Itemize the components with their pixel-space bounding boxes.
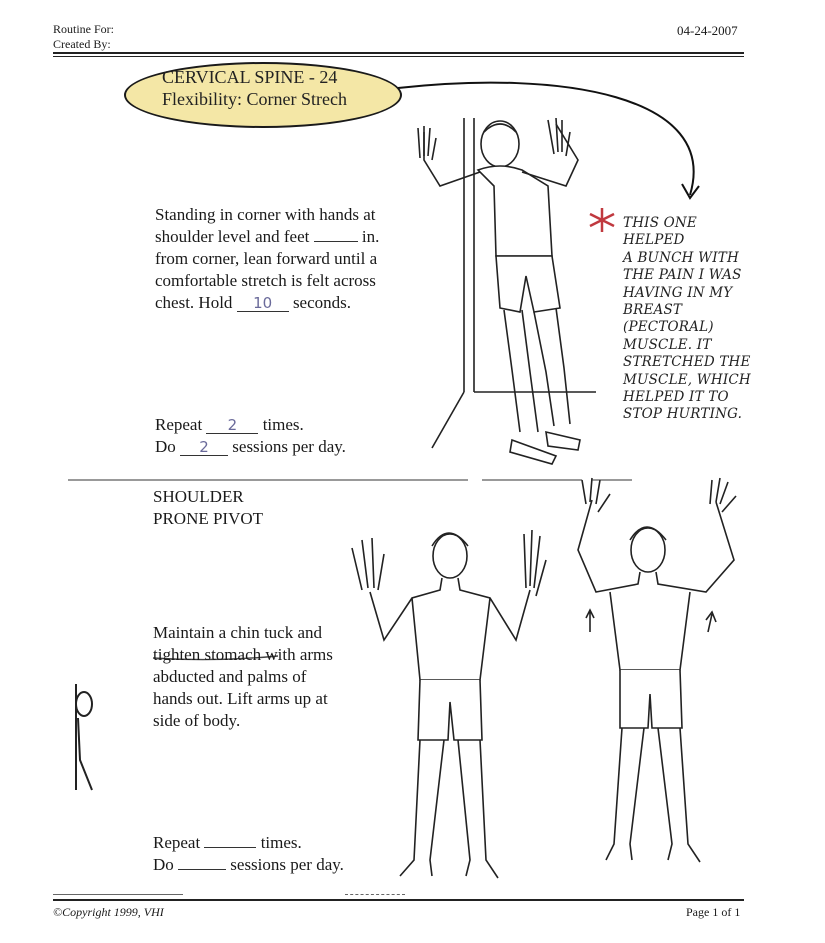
- copyright: ©Copyright 1999, VHI: [53, 905, 164, 919]
- exercise1-repeat: Repeat 2 times. Do 2 sessions per day.: [155, 415, 346, 456]
- handwritten-note: THIS ONE HELPED A BUNCH WITH THE PAIN I WAS HAVING IN MY BREAST (PECTORAL) MUSCLE. IT STRETCHED THE MUSCLE, WHICH HELPED IT TO STOP HURTING.: [623, 215, 751, 423]
- exercise1-description: [155, 204, 445, 314]
- footer-rule-short: [53, 894, 183, 895]
- exercise2-desc-line1: Maintain a chin tuck and: [153, 623, 323, 642]
- curved-arrow-icon: [398, 83, 694, 195]
- created-by-label: Created By:: [53, 37, 111, 51]
- exercise2-title-line1: SHOULDER: [153, 487, 244, 506]
- exercise1-desc-line1: Standing in corner with hands at: [155, 205, 376, 224]
- prone-pivot-figure-end: [578, 478, 736, 862]
- date: 04-24-2007: [677, 23, 738, 38]
- exercise1-desc-line4: comfortable stretch is felt across: [155, 271, 376, 290]
- exercise2-title-line2: PRONE PIVOT: [153, 509, 264, 528]
- feet-distance-blank: [314, 241, 358, 242]
- exercise2-description: [153, 622, 383, 732]
- exercise2-sessions-blank: [178, 869, 226, 870]
- hold-seconds-value: 10: [237, 295, 289, 312]
- exercise2-repeat: Repeat times. Do sessions per day.: [153, 833, 344, 874]
- exercise2-repeat-blank: [204, 847, 256, 848]
- footer-rule-dashed: [345, 894, 405, 895]
- exercise1-title-line2: Flexibility: Corner Strech: [162, 89, 347, 109]
- sessions-value: 2: [180, 439, 228, 456]
- asterisk-icon: [590, 208, 614, 232]
- footer-rule: [53, 899, 744, 901]
- exercise1-desc-line3: from corner, lean forward until a: [155, 249, 378, 268]
- exercise1-desc-line2: shoulder level and feet in.: [155, 227, 380, 246]
- exercise1-title-line1: CERVICAL SPINE - 24: [162, 67, 338, 87]
- exercise2-title: [153, 486, 263, 530]
- exercise2-desc-line2: tighten stomach with arms: [153, 645, 333, 664]
- side-stick-figure: [76, 684, 92, 790]
- exercise2-desc-line4: hands out. Lift arms up at: [153, 689, 328, 708]
- repeat-value: 2: [206, 417, 258, 434]
- page-number: Page 1 of 1: [686, 905, 741, 919]
- exercise1-desc-line5: chest. Hold 10 seconds.: [155, 293, 352, 312]
- exercise2-desc-line3: abducted and palms of: [153, 667, 307, 686]
- exercise2-desc-line5: side of body.: [153, 711, 241, 730]
- routine-for-label: Routine For:: [53, 22, 115, 36]
